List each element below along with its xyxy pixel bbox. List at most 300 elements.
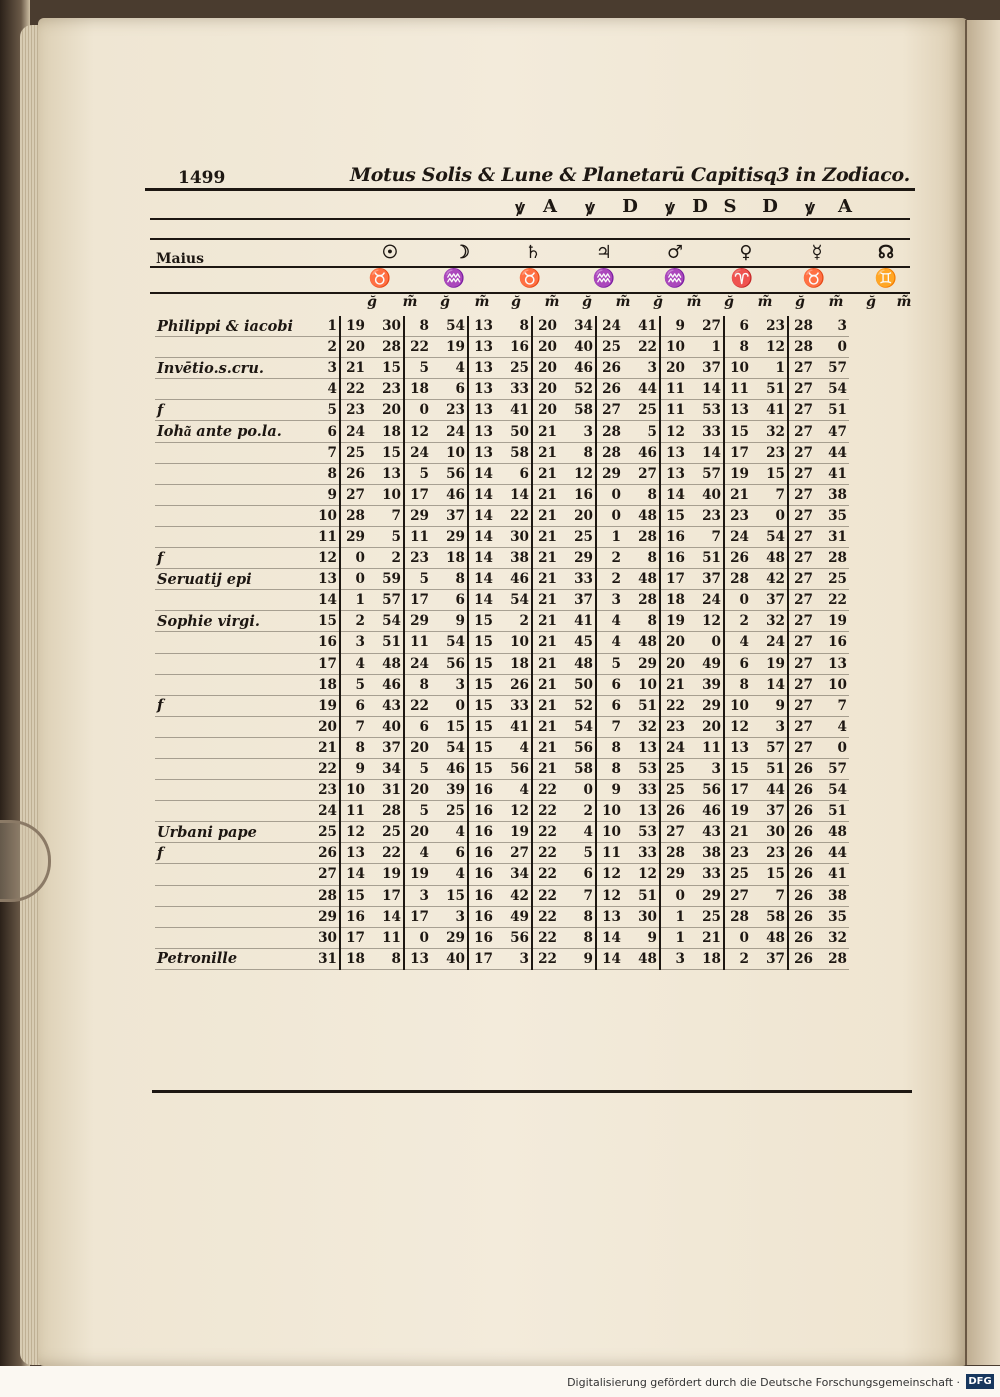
degree-cell: 6	[596, 674, 623, 695]
minute-cell: 3	[751, 716, 788, 737]
minute-cell: 8	[431, 569, 468, 590]
day-number: 2	[311, 337, 340, 358]
table-row	[155, 400, 849, 421]
table-row	[155, 737, 849, 758]
table-row	[155, 421, 849, 442]
minute-cell: 48	[367, 653, 404, 674]
degree-cell: 22	[532, 906, 559, 927]
minute-cell: 13	[815, 653, 849, 674]
degree-cell: 0	[404, 927, 431, 948]
degree-cell: 16	[468, 906, 495, 927]
degree-cell: 10	[724, 695, 751, 716]
minute-cell: 12	[623, 864, 660, 885]
gemini-icon: ♊	[874, 268, 898, 289]
table-row	[155, 758, 849, 779]
minute-cell: 45	[559, 632, 596, 653]
day-number: 29	[311, 906, 340, 927]
degree-cell: 21	[340, 358, 367, 379]
degree-cell: 20	[660, 653, 687, 674]
degree-cell: 16	[468, 843, 495, 864]
minute-cell: 53	[687, 400, 724, 421]
degree-cell: 27	[788, 695, 815, 716]
degree-cell: 27	[788, 505, 815, 526]
degree-cell: 13	[596, 906, 623, 927]
degree-cell: 21	[724, 484, 751, 505]
minute-cell: 18	[495, 653, 532, 674]
minute-cell: 9	[623, 927, 660, 948]
degree-cell: 19	[340, 316, 367, 337]
minute-cell: 9	[751, 695, 788, 716]
degree-cell: 16	[468, 801, 495, 822]
minute-cell: 54	[751, 526, 788, 547]
minute-cell: 10	[815, 674, 849, 695]
minute-cell: 17	[367, 885, 404, 906]
degree-cell: 12	[596, 885, 623, 906]
day-number: 14	[311, 590, 340, 611]
day-number: 12	[311, 548, 340, 569]
degree-cell: 27	[788, 737, 815, 758]
unit-degree: ğ	[582, 294, 592, 310]
minute-cell: 20	[559, 505, 596, 526]
feast-name	[155, 442, 311, 463]
minute-cell: 56	[687, 780, 724, 801]
degree-cell: 6	[596, 695, 623, 716]
minute-cell: 32	[815, 927, 849, 948]
minute-cell: 34	[495, 864, 532, 885]
degree-cell: 21	[532, 505, 559, 526]
minute-cell: 44	[751, 780, 788, 801]
minute-cell: 14	[687, 379, 724, 400]
degree-cell: 20	[532, 379, 559, 400]
minute-cell: 54	[431, 632, 468, 653]
table-row	[155, 569, 849, 590]
minute-cell: 25	[495, 358, 532, 379]
degree-cell: 15	[468, 695, 495, 716]
minute-cell: 48	[559, 653, 596, 674]
minute-cell: 8	[495, 316, 532, 337]
unit-degree: ğ	[367, 294, 377, 310]
mars-icon: ♂	[666, 242, 684, 263]
minute-cell: 14	[367, 906, 404, 927]
header-rule	[145, 188, 915, 191]
minute-cell: 41	[559, 611, 596, 632]
degree-cell: 26	[788, 780, 815, 801]
minute-cell: 20	[687, 716, 724, 737]
minute-cell: 38	[687, 843, 724, 864]
minute-cell: 3	[623, 358, 660, 379]
degree-cell: 10	[724, 358, 751, 379]
minute-cell: 41	[815, 864, 849, 885]
degree-cell: 4	[596, 611, 623, 632]
ephemeris-rows	[155, 316, 849, 969]
degree-cell: 3	[660, 948, 687, 969]
minute-cell: 15	[431, 716, 468, 737]
degree-cell: 21	[724, 822, 751, 843]
degree-cell: 5	[340, 674, 367, 695]
unit-degree: ğ	[653, 294, 663, 310]
minute-cell: 29	[623, 653, 660, 674]
minute-cell: 10	[495, 632, 532, 653]
degree-cell: 18	[340, 948, 367, 969]
degree-cell: 27	[788, 548, 815, 569]
minute-cell: 16	[495, 337, 532, 358]
minute-cell: 7	[367, 505, 404, 526]
feast-name: f	[155, 400, 311, 421]
minute-cell: 43	[687, 822, 724, 843]
degree-cell: 13	[468, 316, 495, 337]
minute-cell: 2	[367, 548, 404, 569]
minute-cell: 14	[495, 484, 532, 505]
degree-cell: 21	[532, 590, 559, 611]
minute-cell: 44	[815, 442, 849, 463]
minute-cell: 38	[815, 885, 849, 906]
degree-cell: 26	[788, 927, 815, 948]
degree-cell: 2	[724, 611, 751, 632]
minute-cell: 8	[559, 906, 596, 927]
feast-name	[155, 758, 311, 779]
minute-cell: 40	[559, 337, 596, 358]
degree-cell: 19	[724, 463, 751, 484]
degree-cell: 9	[660, 316, 687, 337]
minute-cell: 57	[815, 358, 849, 379]
degree-cell: 27	[724, 885, 751, 906]
page-title: Motus Solis & Lune & Planetarū Capitisq3 in Zodiaco.	[350, 164, 910, 186]
minute-cell: 12	[495, 801, 532, 822]
degree-cell: 23	[404, 548, 431, 569]
day-number: 9	[311, 484, 340, 505]
minute-cell: 46	[687, 801, 724, 822]
day-number: 25	[311, 822, 340, 843]
aspect-5: ꝟ	[665, 198, 675, 219]
table-row	[155, 632, 849, 653]
month-label: Maius	[156, 251, 204, 267]
minute-cell: 28	[623, 590, 660, 611]
aspect-8: D	[762, 196, 778, 217]
minute-cell: 7	[559, 885, 596, 906]
feast-name: Urbani pape	[155, 822, 311, 843]
feast-name	[155, 590, 311, 611]
degree-cell: 14	[468, 548, 495, 569]
degree-cell: 21	[532, 421, 559, 442]
minute-cell: 4	[431, 358, 468, 379]
minute-cell: 19	[751, 653, 788, 674]
feast-name	[155, 337, 311, 358]
feast-name	[155, 632, 311, 653]
degree-cell: 2	[596, 548, 623, 569]
degree-cell: 21	[532, 548, 559, 569]
minute-cell: 54	[495, 590, 532, 611]
aspect-9: ꝟ	[805, 198, 815, 219]
minute-cell: 4	[495, 780, 532, 801]
minute-cell: 5	[559, 843, 596, 864]
degree-cell: 26	[596, 379, 623, 400]
degree-cell: 8	[724, 337, 751, 358]
degree-cell: 11	[404, 526, 431, 547]
table-row	[155, 927, 849, 948]
minute-cell: 28	[815, 948, 849, 969]
minute-cell: 13	[623, 737, 660, 758]
minute-cell: 41	[751, 400, 788, 421]
degree-cell: 5	[404, 358, 431, 379]
degree-cell: 8	[340, 737, 367, 758]
degree-cell: 25	[596, 337, 623, 358]
degree-cell: 17	[724, 442, 751, 463]
feast-name	[155, 653, 311, 674]
degree-cell: 25	[660, 780, 687, 801]
minute-cell: 27	[495, 843, 532, 864]
minute-cell: 46	[431, 484, 468, 505]
minute-cell: 57	[367, 590, 404, 611]
feast-name: Ioha͂ ante po.la.	[155, 421, 311, 442]
degree-cell: 22	[532, 801, 559, 822]
degree-cell: 7	[596, 716, 623, 737]
minute-cell: 25	[559, 526, 596, 547]
degree-cell: 16	[340, 906, 367, 927]
degree-cell: 14	[468, 526, 495, 547]
degree-cell: 20	[404, 822, 431, 843]
minute-cell: 50	[495, 421, 532, 442]
minute-cell: 37	[367, 737, 404, 758]
mercury-icon: ☿	[811, 242, 823, 263]
minute-cell: 51	[815, 400, 849, 421]
minute-cell: 4	[431, 822, 468, 843]
degree-cell: 21	[532, 463, 559, 484]
aspect-2: A	[543, 196, 557, 217]
minute-cell: 29	[687, 885, 724, 906]
degree-cell: 14	[468, 569, 495, 590]
minute-cell: 19	[431, 337, 468, 358]
degree-cell: 14	[340, 864, 367, 885]
degree-cell: 13	[468, 379, 495, 400]
moon-icon: ☽	[453, 242, 471, 263]
minute-cell: 39	[687, 674, 724, 695]
unit-minute: m̃	[686, 294, 702, 310]
degree-cell: 20	[532, 316, 559, 337]
minute-cell: 22	[623, 337, 660, 358]
degree-cell: 10	[660, 337, 687, 358]
degree-cell: 9	[340, 758, 367, 779]
degree-cell: 22	[532, 864, 559, 885]
degree-cell: 24	[596, 316, 623, 337]
feast-name: f	[155, 695, 311, 716]
minute-cell: 0	[559, 780, 596, 801]
minute-cell: 48	[623, 505, 660, 526]
degree-cell: 19	[404, 864, 431, 885]
degree-cell: 17	[340, 927, 367, 948]
degree-cell: 12	[340, 822, 367, 843]
minute-cell: 19	[495, 822, 532, 843]
degree-cell: 11	[340, 801, 367, 822]
degree-cell: 26	[788, 948, 815, 969]
minute-cell: 58	[495, 442, 532, 463]
minute-cell: 12	[559, 463, 596, 484]
degree-cell: 1	[660, 906, 687, 927]
day-number: 19	[311, 695, 340, 716]
table-row	[155, 885, 849, 906]
table-row	[155, 864, 849, 885]
degree-cell: 4	[404, 843, 431, 864]
unit-minute: m̃	[896, 294, 912, 310]
feast-name: Sophie virgi.	[155, 611, 311, 632]
degree-cell: 23	[724, 505, 751, 526]
degree-cell: 14	[596, 927, 623, 948]
minute-cell: 47	[815, 421, 849, 442]
day-number: 18	[311, 674, 340, 695]
degree-cell: 22	[404, 337, 431, 358]
degree-cell: 20	[404, 780, 431, 801]
unit-degree: ğ	[795, 294, 805, 310]
minute-cell: 8	[623, 484, 660, 505]
feast-name	[155, 484, 311, 505]
minute-cell: 34	[367, 758, 404, 779]
degree-cell: 29	[660, 864, 687, 885]
feast-name	[155, 463, 311, 484]
degree-cell: 26	[788, 843, 815, 864]
minute-cell: 28	[815, 548, 849, 569]
minute-cell: 30	[623, 906, 660, 927]
table-row	[155, 442, 849, 463]
minute-cell: 33	[559, 569, 596, 590]
feast-name	[155, 780, 311, 801]
degree-cell: 0	[404, 400, 431, 421]
feast-name: f	[155, 843, 311, 864]
minute-cell: 3	[687, 758, 724, 779]
table-row	[155, 611, 849, 632]
degree-cell: 4	[596, 632, 623, 653]
degree-cell: 21	[532, 716, 559, 737]
minute-cell: 5	[367, 526, 404, 547]
degree-cell: 25	[340, 442, 367, 463]
minute-cell: 40	[431, 948, 468, 969]
day-number: 24	[311, 801, 340, 822]
degree-cell: 3	[340, 632, 367, 653]
minute-cell: 57	[751, 737, 788, 758]
minute-cell: 33	[495, 695, 532, 716]
table-row	[155, 843, 849, 864]
degree-cell: 26	[340, 463, 367, 484]
degree-cell: 0	[340, 569, 367, 590]
day-number: 31	[311, 948, 340, 969]
degree-cell: 21	[532, 674, 559, 695]
day-number: 8	[311, 463, 340, 484]
minute-cell: 23	[751, 843, 788, 864]
footer-bar	[0, 1366, 1000, 1397]
unit-minute: m̃	[544, 294, 560, 310]
minute-cell: 29	[431, 927, 468, 948]
minute-cell: 46	[623, 442, 660, 463]
minute-cell: 57	[815, 758, 849, 779]
table-row	[155, 801, 849, 822]
degree-cell: 15	[468, 653, 495, 674]
degree-cell: 22	[404, 695, 431, 716]
taurus-icon: ♉	[368, 268, 392, 289]
minute-cell: 13	[367, 463, 404, 484]
day-number: 10	[311, 505, 340, 526]
degree-cell: 13	[724, 400, 751, 421]
minute-cell: 1	[751, 358, 788, 379]
minute-cell: 48	[623, 948, 660, 969]
degree-cell: 24	[660, 737, 687, 758]
minute-cell: 12	[687, 611, 724, 632]
degree-cell: 2	[596, 569, 623, 590]
unit-degree: ğ	[866, 294, 876, 310]
degree-cell: 27	[788, 400, 815, 421]
degree-cell: 15	[468, 758, 495, 779]
minute-cell: 22	[495, 505, 532, 526]
minute-cell: 15	[367, 358, 404, 379]
degree-cell: 5	[596, 653, 623, 674]
aspect-10: A	[838, 196, 852, 217]
degree-cell: 27	[788, 421, 815, 442]
degree-cell: 24	[724, 526, 751, 547]
minute-cell: 24	[431, 421, 468, 442]
minute-cell: 6	[431, 843, 468, 864]
degree-cell: 16	[468, 885, 495, 906]
minute-cell: 3	[495, 948, 532, 969]
minute-cell: 59	[367, 569, 404, 590]
minute-cell: 37	[431, 505, 468, 526]
degree-cell: 26	[660, 801, 687, 822]
minute-cell: 21	[687, 927, 724, 948]
minute-cell: 0	[815, 737, 849, 758]
degree-cell: 27	[788, 463, 815, 484]
minute-cell: 54	[367, 611, 404, 632]
minute-cell: 22	[815, 590, 849, 611]
day-number: 13	[311, 569, 340, 590]
degree-cell: 14	[468, 484, 495, 505]
degree-cell: 22	[340, 379, 367, 400]
minute-cell: 23	[367, 379, 404, 400]
degree-cell: 21	[532, 569, 559, 590]
degree-cell: 11	[596, 843, 623, 864]
minute-cell: 51	[367, 632, 404, 653]
minute-cell: 4	[815, 716, 849, 737]
day-number: 5	[311, 400, 340, 421]
minute-cell: 7	[751, 885, 788, 906]
degree-cell: 6	[340, 695, 367, 716]
minute-cell: 56	[431, 653, 468, 674]
degree-cell: 3	[596, 590, 623, 611]
footer-text: Digitalisierung gefördert durch die Deutsche Forschungsgemeinschaft ·	[567, 1376, 960, 1389]
degree-cell: 20	[404, 737, 431, 758]
minute-cell: 37	[687, 569, 724, 590]
degree-cell: 27	[788, 569, 815, 590]
degree-cell: 27	[660, 822, 687, 843]
degree-cell: 8	[404, 674, 431, 695]
minute-cell: 0	[687, 632, 724, 653]
degree-cell: 22	[532, 822, 559, 843]
minute-cell: 23	[751, 442, 788, 463]
day-number: 7	[311, 442, 340, 463]
degree-cell: 27	[788, 379, 815, 400]
table-row	[155, 337, 849, 358]
minute-cell: 33	[687, 864, 724, 885]
unit-minute: m̃	[474, 294, 490, 310]
minute-cell: 13	[623, 801, 660, 822]
degree-cell: 4	[724, 632, 751, 653]
degree-cell: 28	[724, 569, 751, 590]
table-row	[155, 948, 849, 969]
minute-cell: 22	[367, 843, 404, 864]
minute-cell: 48	[751, 927, 788, 948]
minute-cell: 3	[431, 674, 468, 695]
minute-cell: 15	[751, 463, 788, 484]
minute-cell: 4	[431, 864, 468, 885]
degree-cell: 9	[596, 780, 623, 801]
degree-cell: 12	[724, 716, 751, 737]
table-row	[155, 716, 849, 737]
minute-cell: 50	[559, 674, 596, 695]
